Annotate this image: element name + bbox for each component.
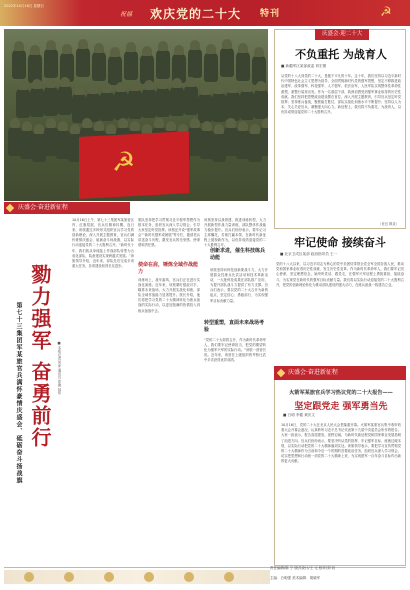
sidebar-article-2 [274, 232, 406, 362]
page-header [0, 0, 410, 26]
soldier-figure [16, 88, 30, 118]
soldier-figure [108, 55, 122, 85]
photo-banner: 庆盛会·奋进新征程 [4, 202, 130, 214]
decorative-strip [4, 570, 270, 584]
party-emblem-icon: ☭ [380, 5, 392, 20]
soldier-figure [44, 86, 58, 116]
sidebar-byline: ■ 白明 李健 黄庆文 [283, 413, 315, 417]
soldier-figure [184, 85, 198, 115]
sidebar-article-1 [274, 29, 406, 229]
section-subhead: 使命在肩，锤炼全域作战能力 [138, 262, 199, 275]
soldier-figure [236, 51, 250, 81]
party-flag [79, 131, 189, 199]
page-footer: 责任编辑/陈 宁 版式设计/王 元 校对/刘 钊 [270, 566, 336, 570]
hammer-sickle-icon: ☭ [112, 146, 136, 179]
soldier-figure [142, 88, 156, 118]
soldier-figure [226, 91, 240, 121]
article-column-2b: 训练场上，战车轰鸣，官兵们正在进行实战化演练。近年来，该旅紧盯强敌对手，瞄准未来战场，大力开展实战化训练，部队全域作战能力显著提升。旅长介绍，他们将把学习党的二十大精神转化为练兵备战的实际行动，以更加饱满的热情投入到练兵备战中去。 [138, 278, 200, 313]
soldier-figure [124, 50, 138, 80]
main-headline: 勠力强军 奋勇前行 [28, 264, 52, 449]
soldier-figure [76, 47, 90, 77]
soldier-figure [100, 91, 114, 121]
soldier-figure [260, 126, 268, 156]
soldier-figure [254, 89, 268, 119]
page-footer-credits: 主编：白明强 美术编辑：胡晓军 [270, 576, 321, 580]
sidebar-byline: ■ 新疆军区某部政委 刘宏图 [281, 64, 327, 68]
soldier-figure [204, 52, 218, 82]
soldier-figure [156, 87, 170, 117]
soldier-figure [170, 86, 184, 116]
soldier-figure [156, 49, 170, 79]
ornament-icon [104, 572, 114, 582]
main-byline: ■ 本报记者 何沛 通讯员 郑俊 林伟 [57, 341, 61, 395]
dateline: 2022年10月16日 星期日 [4, 4, 44, 8]
header-feature: 特刊 [260, 9, 281, 19]
soldier-figure [212, 92, 226, 122]
article-column-2: 旅队坚持把学习贯彻习近平强军思想作为根本任务，组织官兵深入学习领会，引导大家坚定听党指挥。该旅还开设“强军故事会”“新时代强军成就展”等专栏，邀请老兵讲述奋斗历程，激发官兵的光荣感、使命感和责任感。 [138, 218, 200, 248]
soldier-figure [128, 89, 142, 119]
sidebar-headline: 不负重托 为战育人 [295, 48, 387, 61]
soldier-figure [198, 93, 212, 123]
sidebar-byline: ■ 北京卫戍区某部 政治指导员 王一 [280, 252, 338, 256]
sidebar-body: 从党的十八大到党的二十大，是极不平凡的十年。这十年，我们坚持以习近平新时代中国特色社会主义思想为指导，全面贯彻新时代党的强军思想，坚定不移推进政治建军、改革强军、科技强军、人才强军、依法治军，人民军队实现整体性革命性重塑，重整行装再出发。作为一名基层干部，我深切感受到强军事业取得的历史性成就。我们坚持把思想政治建设摆在首位，深入开展主题教育，引导官兵坚定听党指挥；坚持练兵备战，聚焦能打胜仗，部队实战化训练水平不断提升；坚持以人为本，关心关爱官兵，凝聚强大向心力。新征程上，我们将不负重托、为战育人，以优异成绩迎接党的二十大胜利召开。 [281, 74, 401, 115]
sidebar-article-3 [274, 366, 406, 566]
ornament-icon [24, 572, 34, 582]
sidebar-headline: 坚定跟党走 强军勇当先 [294, 402, 388, 412]
soldier-figure [92, 51, 106, 81]
soldier-figure [220, 47, 234, 77]
ornament-icon [144, 572, 154, 582]
ornament-icon [184, 572, 194, 582]
page-title: 欢庆党的二十大 [150, 7, 242, 21]
soldier-figure [12, 49, 26, 79]
sidebar-headline: 牢记使命 接续奋斗 [294, 236, 386, 249]
sidebar-band: 庆盛会·奋进新征程 [274, 366, 406, 380]
soldier-figure [30, 87, 44, 117]
soldier-figure [44, 48, 58, 78]
soldier-figure [58, 85, 72, 115]
sidebar-tag: 庆盛会·迎二十大 [315, 29, 369, 40]
header-subtitle: 祝福 [120, 11, 133, 18]
article-column-1: 10月16日上午，第七十三集团军某旅营区内，红旗招展，官兵们精神抖擞。连日来，该旅通过多种形式组织官兵学习党的创新理论，深入开展主题教育，官兵们满怀豪情庆盛会、砥砺奋斗扬战旗，以实际行动迎接党的二十大胜利召开。“新时代十年，我们旅从单纯陆上作战部队转型为合成化部队，装备建设实现跨越式发展。”该旅领导介绍，近年来，部队先后完成多项重大任务，各项建设取得长足进步。 [72, 218, 134, 268]
soldier-figure [240, 90, 254, 120]
article-column-3b: “党的二十大即将召开，作为新时代革命军人，我们要牢记使命担当，把党的期望转化为强军兴军的实际行动。”该旅一营营长说。近年来，该营在上级组织的考核比武中多次获得优异成绩。 [204, 338, 266, 363]
soldier-figure [188, 48, 202, 78]
sidebar-editor: （晋良 辑录） [378, 222, 399, 226]
sidebar-body: 党的十八大以来，以习近平同志为核心的党中央团结带领全党全军全国各族人民，推动党和国家事业取得历史性成就、发生历史性变革。作为新时代革命军人，我们要牢记初心使命，坚定理想信念，始终听党话、跟党走，在强军兴军征程上勇挑重担、接续奋斗，为实现党在新时代的强军目标贡献力量。我们将以实际行动迎接党的二十大胜利召开，把党的创新理论转化为推动部队建设的强大动力，在练兵备战一线建功立业。 [276, 262, 404, 287]
soldier-figure [114, 90, 128, 120]
article-column-3: 该旅坚持以战领建，推进训练转型，大力开展新型作战力量训练，部队整体作战能力稳步提升。官兵们纷纷表示，要牢记习主席嘱托，苦练打赢本领，在新时代新征程上展现新作为，以优异成绩迎接党的二十大胜利召开。 [204, 218, 266, 248]
article-column-4: 该旅坚持向科技创新要战斗力，大力开展群众性练兵比武活动和技术革新活动，一大批科技成果在部队推广应用，为提升部队战斗力提供了有力支撑。官兵们表示，要以党的二十大召开为新的起点，坚定信心、勇毅前行，为实现强军目标贡献力量。 [210, 268, 268, 303]
ornament-icon [224, 572, 234, 582]
sidebar-body: 10月16日，党的二十大在北京人民大会堂隆重开幕。火箭军某旅官兵集中收听收看大会开幕会盛况，认真聆听习近平总书记代表第十九届中央委员会所作的报告。大家一致表示，报告高屋建瓴、视野宏阔，为新时代新征程党和国家事业发展指明了前进方向。官兵们纷纷表示，要坚决听从党的指挥，牢记强军目标，练就过硬本领，以实际行动把党的二十大精神落到实处。该旅领导表示，要把学习宣传贯彻党的二十大精神作为当前和今后一个时期的首要政治任务，组织官兵深入学习领会，切实把思想和行动统一到党的二十大精神上来，为实现建军一百年奋斗目标作出新的更大贡献。 [281, 423, 401, 464]
lead-photo [4, 29, 268, 201]
ornament-icon [64, 572, 74, 582]
section-subhead: 创新求进，催生科技练兵动能 [210, 248, 266, 261]
section-subhead: 转型重塑，直面未来战场考验 [204, 320, 265, 333]
main-subheadline: 第七十三集团军某旅官兵满怀豪情庆盛会、砥砺奋斗扬战旗 [15, 302, 22, 484]
sidebar-kicker: 火箭军某旅官兵学习热议党的二十大报告—— [289, 390, 393, 396]
